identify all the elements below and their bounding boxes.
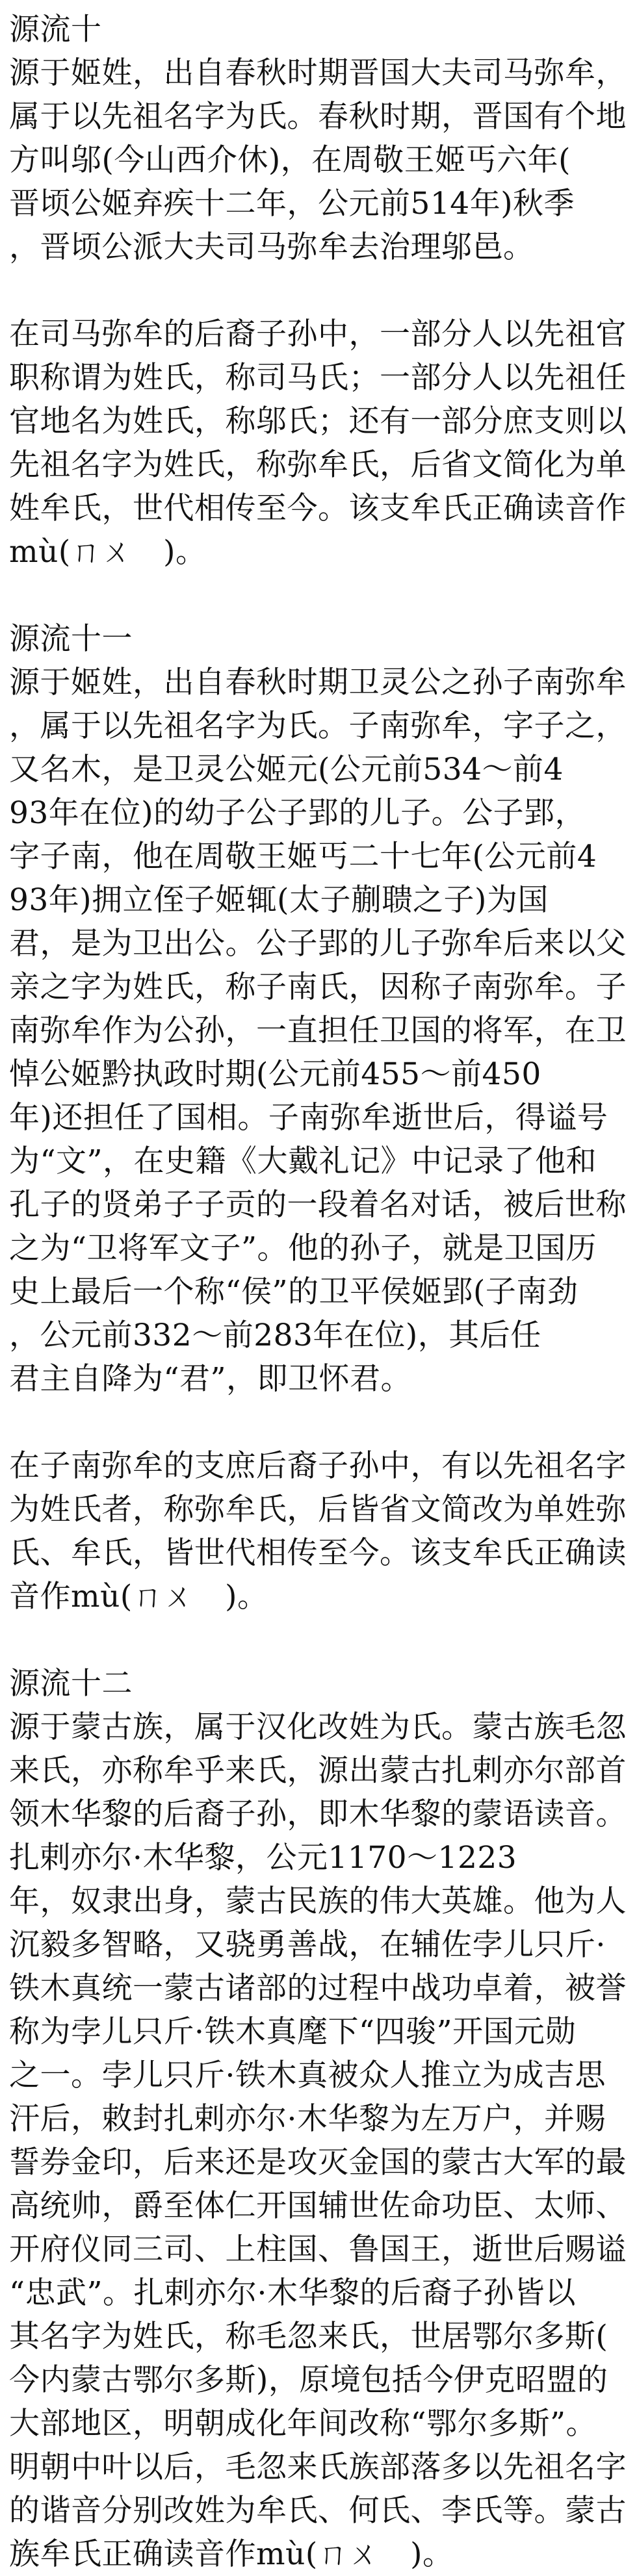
text-line: 晋顷公姬弃疾十二年，公元前514年)秋季 <box>9 186 575 222</box>
text-line: 为姓氏者，称弥牟氏，后皆省文简改为单姓弥 <box>9 1492 627 1527</box>
text-line: 在子南弥牟的支庶后裔子孙中，有以先祖名字 <box>9 1448 627 1484</box>
section-gap <box>9 1618 628 1662</box>
text-line: 年，奴隶出身，蒙古民族的伟大英雄。他为人 <box>9 1883 627 1919</box>
section-10-paragraph-1 <box>9 8 628 269</box>
text-line: 之为“卫将军文子”。他的孙子，就是卫国历 <box>9 1231 597 1266</box>
section-11-paragraph-2 <box>9 1444 628 1618</box>
text-line: 姓牟氏，世代相传至今。该支牟氏正确读音作 <box>9 491 627 526</box>
origin-section-11 <box>9 617 628 1618</box>
section-11-paragraph-1 <box>9 617 628 1401</box>
section-10-paragraph-2 <box>9 312 628 574</box>
text-line: 领木华黎的后裔子孙，即木华黎的蒙语读音。 <box>9 1796 627 1832</box>
text-line: 高统帅，爵至体仁开国辅世佐命功臣、太师、 <box>9 2188 627 2224</box>
section-10-heading: 源流十 <box>9 12 102 47</box>
paragraph-gap <box>9 1401 628 1444</box>
text-line: 开府仪同三司、上柱国、鲁国王，逝世后赐谥 <box>9 2232 627 2267</box>
text-line: 之一。孛儿只斤·铁木真被众人推立为成吉思 <box>9 2058 606 2093</box>
text-line: 扎剌亦尔·木华黎，公元1170～1223 <box>9 1840 517 1876</box>
text-line: 音作mù(ㄇㄨ )。 <box>9 1579 268 1614</box>
text-line: 源于姬姓，出自春秋时期卫灵公之孙子南弥牟 <box>9 665 627 700</box>
text-line: 今内蒙古鄂尔多斯)，原境包括今伊克昭盟的 <box>9 2362 608 2398</box>
text-line: 官地名为姓氏，称邬氏；还有一部分庶支则以 <box>9 403 627 439</box>
text-line: 君主自降为“君”，即卫怀君。 <box>9 1361 412 1397</box>
text-line: 君，是为卫出公。公子郢的儿子弥牟后来以父 <box>9 926 627 962</box>
text-line: 誓券金印，后来还是攻灭金国的蒙古大军的最 <box>9 2145 627 2180</box>
text-line: 大部地区，明朝成化年间改称“鄂尔多斯”。 <box>9 2406 597 2442</box>
origin-section-10 <box>9 8 628 574</box>
text-line: 悼公姬黔执政时期(公元前455～前450 <box>9 1056 541 1092</box>
section-gap <box>9 574 628 617</box>
text-line: 来氏，亦称牟乎来氏，源出蒙古扎剌亦尔部首 <box>9 1753 627 1789</box>
text-line: 源于姬姓，出自春秋时期晋国大夫司马弥牟， <box>9 55 627 91</box>
section-12-heading: 源流十二 <box>9 1666 133 1702</box>
text-line: “忠武”。扎剌亦尔·木华黎的后裔子孙皆以 <box>9 2275 576 2311</box>
text-line: 的谐音分别改姓为牟氏、何氏、李氏等。蒙古 <box>9 2493 627 2529</box>
section-12-paragraph-1 <box>9 1662 628 2576</box>
text-line: 其名字为姓氏，称毛忽来氏，世居鄂尔多斯( <box>9 2319 608 2354</box>
text-line: 93年在位)的幼子公子郢的儿子。公子郢， <box>9 795 586 831</box>
text-line: 属于以先祖名字为氏。春秋时期，晋国有个地 <box>9 99 627 134</box>
text-line: 南弥牟作为公孙，一直担任卫国的将军，在卫 <box>9 1013 627 1049</box>
text-line: mù(ㄇㄨ )。 <box>9 534 207 570</box>
text-line: 职称谓为姓氏，称司马氏；一部分人以先祖任 <box>9 360 627 396</box>
text-line: 族牟氏正确读音作mù(ㄇㄨ )。 <box>9 2536 454 2572</box>
paragraph-gap <box>9 269 628 312</box>
text-line: 氏、牟氏，皆世代相传至今。该支牟氏正确读 <box>9 1535 627 1571</box>
text-line: 史上最后一个称“侯”的卫平侯姬郢(子南劲 <box>9 1274 578 1310</box>
text-line: 93年)拥立侄子姬辄(太子蒯聩之子)为国 <box>9 882 549 918</box>
text-line: 亲之字为姓氏，称子南氏，因称子南弥牟。子 <box>9 969 627 1005</box>
text-line: 明朝中叶以后，毛忽来氏族部落多以先祖名字 <box>9 2449 627 2485</box>
text-line: 又名木，是卫灵公姬元(公元前534～前4 <box>9 752 564 787</box>
text-line: 沉毅多智略，又骁勇善战，在辅佐孛儿只斤· <box>9 1927 606 1963</box>
text-line: 称为孛儿只斤·铁木真麾下“四骏”开国元勋 <box>9 2014 576 2050</box>
text-line: 年)还担任了国相。子南弥牟逝世后，得谥号 <box>9 1100 608 1136</box>
text-line: 方叫邬(今山西介休)，在周敬王姬丐六年( <box>9 142 571 178</box>
text-line: 铁木真统一蒙古诸部的过程中战功卓着，被誉 <box>9 1970 627 2006</box>
text-line: 为“文”，在史籍《大戴礼记》中记录了他和 <box>9 1143 597 1179</box>
origin-section-12 <box>9 1662 628 2576</box>
text-line: 先祖名字为姓氏，称弥牟氏，后省文简化为单 <box>9 447 627 483</box>
text-line: 源于蒙古族，属于汉化改姓为氏。蒙古族毛忽 <box>9 1709 627 1745</box>
text-line: 字子南，他在周敬王姬丐二十七年(公元前4 <box>9 839 597 874</box>
text-line: ，公元前332～前283年在位)，其后任 <box>9 1318 541 1353</box>
text-line: ，晋顷公派大夫司马弥牟去治理邬邑。 <box>9 229 534 265</box>
section-11-heading: 源流十一 <box>9 621 133 657</box>
text-line: 孔子的贤弟子子贡的一段着名对话，被后世称 <box>9 1187 627 1223</box>
text-line: ，属于以先祖名字为氏。子南弥牟，字子之， <box>9 708 627 744</box>
text-line: 汗后，敕封扎剌亦尔·木华黎为左万户，并赐 <box>9 2101 606 2137</box>
text-line: 在司马弥牟的后裔子孙中，一部分人以先祖官 <box>9 316 627 352</box>
